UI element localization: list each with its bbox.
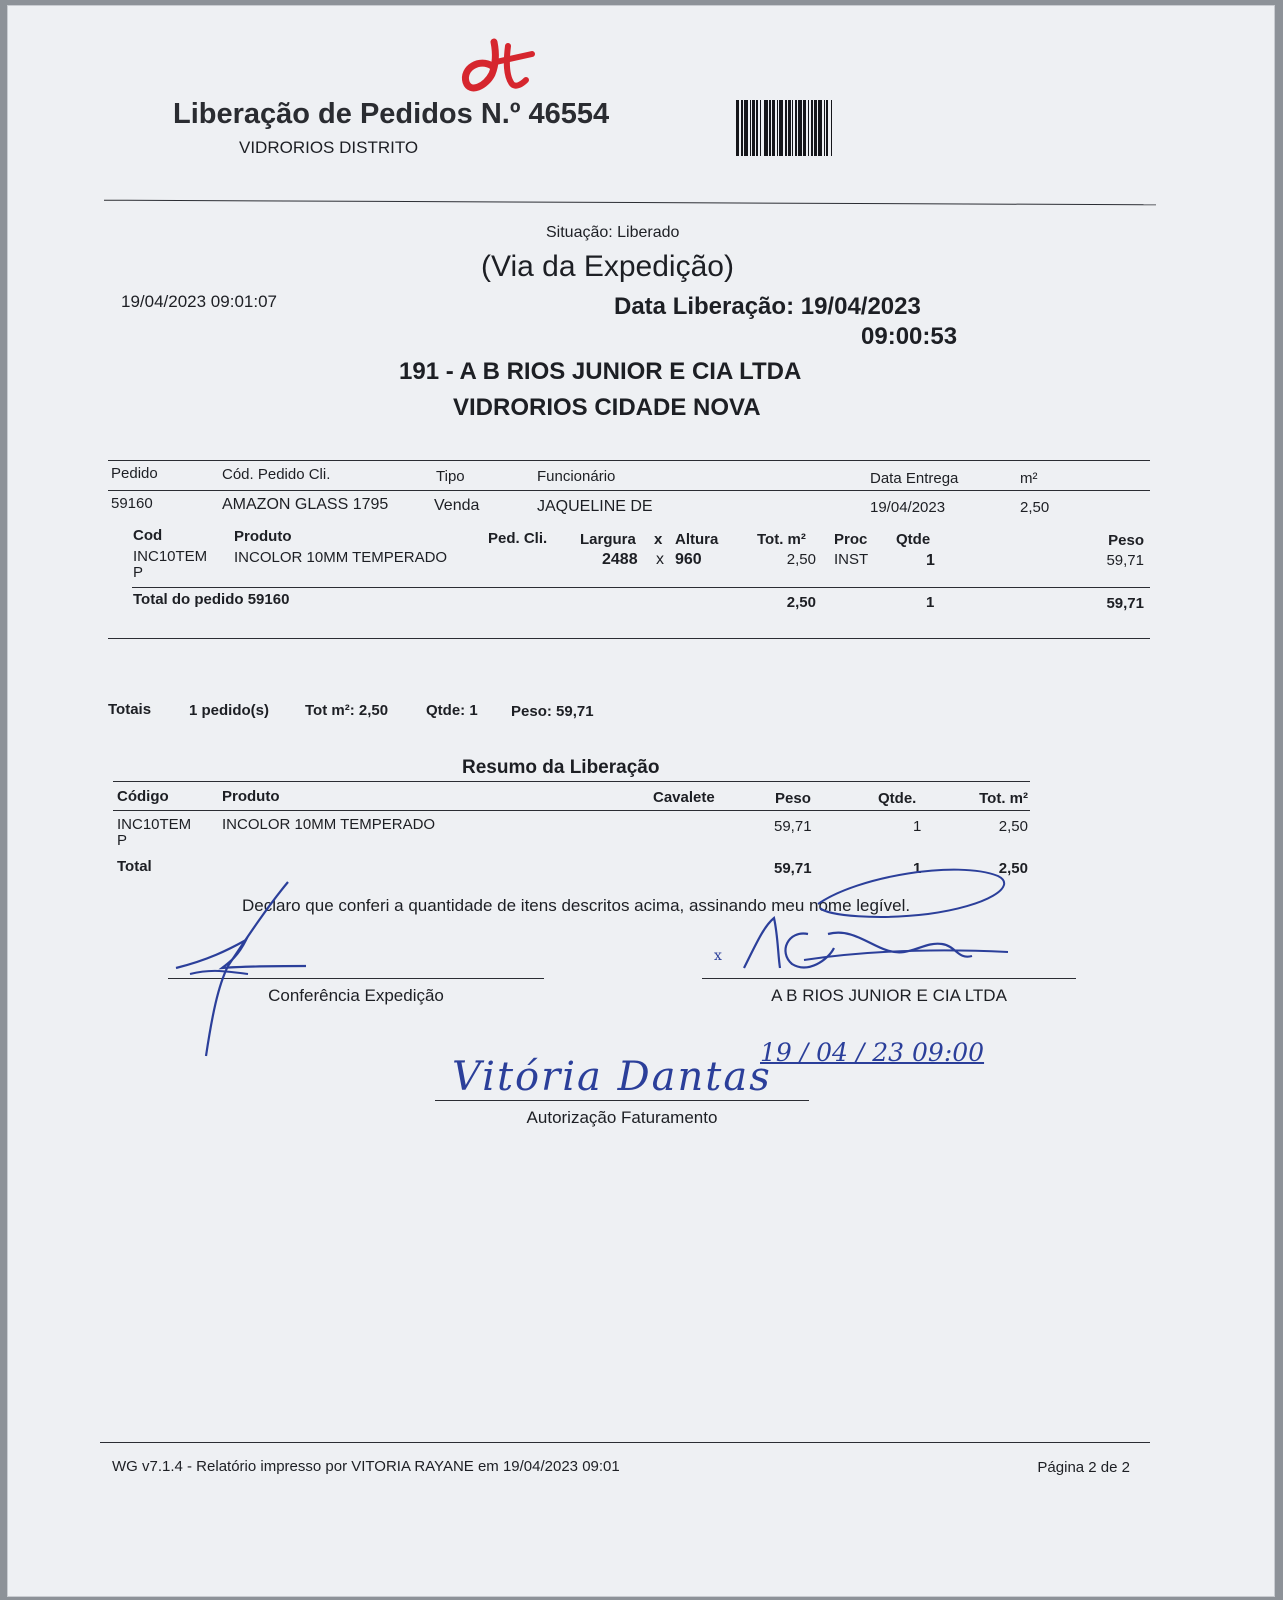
footer-page: Página 2 de 2 — [1037, 1459, 1130, 1476]
summary-header-codigo: Código — [117, 788, 169, 805]
item-peso: 59,71 — [1106, 552, 1144, 569]
summary-total-tot-m2: 2,50 — [998, 860, 1028, 877]
item-header-peso: Peso — [1108, 532, 1144, 549]
header-funcionario: Funcionário — [537, 468, 616, 485]
item-proc: INST — [834, 551, 869, 568]
summary-header-qtde: Qtde. — [878, 790, 917, 807]
signature-label-autorizacao: Autorização Faturamento — [526, 1108, 718, 1127]
order-total-qtde: 1 — [926, 594, 935, 611]
cell-pedido: 59160 — [111, 495, 153, 512]
order-total-m2: 2,50 — [786, 594, 816, 611]
totals-pedidos: 1 pedido(s) — [189, 702, 270, 719]
summary-qtde: 1 — [913, 818, 922, 835]
handwritten-name: Vitória Dantas — [452, 1054, 772, 1100]
totals-qtde: Qtde: 1 — [426, 702, 478, 719]
release-time: 09:00:53 — [861, 323, 958, 350]
item-header-tot-m2: Tot. m² — [757, 531, 806, 548]
barcode-icon — [736, 100, 940, 156]
signature-label-client: A B RIOS JUNIOR E CIA LTDA — [771, 986, 1007, 1005]
signature-label-conferencia: Conferência Expedição — [268, 986, 444, 1005]
item-x: x — [656, 551, 664, 568]
summary-cod: INC10TEM — [117, 816, 192, 833]
copy-type: (Via da Expedição) — [481, 250, 734, 283]
item-produto: INCOLOR 10MM TEMPERADO — [234, 549, 448, 566]
table-divider — [108, 490, 1150, 491]
cell-cod-pedido: AMAZON GLASS 1795 — [222, 496, 389, 513]
document-page — [8, 6, 1274, 1596]
handwritten-date: 19 / 04 / 23 09:00 — [760, 1038, 985, 1067]
summary-total-peso: 59,71 — [774, 860, 812, 877]
summary-title: Resumo da Liberação — [462, 757, 660, 778]
summary-tot-m2: 2,50 — [998, 818, 1028, 835]
client-branch: VIDRORIOS CIDADE NOVA — [453, 394, 761, 421]
signature-line-left — [168, 978, 544, 979]
item-header-x: x — [654, 531, 663, 548]
cell-funcionario: JAQUELINE DE — [537, 498, 653, 515]
company-logo-icon — [452, 36, 542, 100]
cell-m2: 2,50 — [1020, 499, 1050, 516]
table-divider — [113, 810, 1030, 811]
item-cod: INC10TEM — [133, 548, 208, 565]
header-tipo: Tipo — [436, 468, 465, 485]
summary-produto: INCOLOR 10MM TEMPERADO — [222, 816, 436, 833]
header-m2: m² — [1020, 470, 1038, 487]
summary-total-qtde: 1 — [913, 860, 922, 877]
summary-header-cavalete: Cavalete — [653, 789, 715, 806]
signature-line-bottom — [435, 1100, 809, 1101]
totals-label: Totais — [108, 701, 152, 718]
item-tot-m2: 2,50 — [786, 551, 816, 568]
summary-total-label: Total — [117, 858, 152, 875]
item-header-largura: Largura — [580, 531, 636, 548]
footer-divider — [100, 1442, 1150, 1443]
cell-tipo: Venda — [434, 497, 480, 514]
item-header-produto: Produto — [234, 528, 292, 545]
summary-header-produto: Produto — [222, 788, 280, 805]
table-divider — [132, 587, 1150, 588]
header-cod-pedido: Cód. Pedido Cli. — [222, 466, 331, 483]
item-header-qtde: Qtde — [896, 531, 931, 548]
cell-data-entrega: 19/04/2023 — [870, 499, 946, 516]
table-divider — [108, 460, 1150, 461]
item-qtde: 1 — [926, 552, 935, 569]
item-header-proc: Proc — [834, 531, 868, 548]
summary-peso: 59,71 — [774, 818, 812, 835]
item-largura: 2488 — [602, 551, 638, 568]
table-divider — [113, 781, 1030, 782]
header-data-entrega: Data Entrega — [870, 470, 959, 487]
svg-text:x: x — [714, 948, 722, 964]
item-cod-cont: P — [133, 564, 144, 581]
footer-left: WG v7.1.4 - Relatório impresso por VITORIA RAYANE em 19/04/2023 09:01 — [112, 1458, 620, 1475]
status-text: Situação: Liberado — [546, 224, 680, 241]
summary-cod-cont: P — [117, 832, 128, 849]
item-header-cod: Cod — [133, 527, 163, 544]
totals-peso: Peso: 59,71 — [511, 703, 594, 720]
item-altura: 960 — [675, 551, 702, 568]
order-total-label: Total do pedido 59160 — [133, 591, 290, 608]
client-name: 191 - A B RIOS JUNIOR E CIA LTDA — [399, 358, 802, 385]
summary-header-peso: Peso — [775, 790, 811, 807]
item-header-altura: Altura — [675, 531, 719, 548]
declaration-text: Declaro que conferi a quantidade de itens descritos acima, assinando meu nome legível. — [242, 896, 911, 915]
document-title: Liberação de Pedidos N.º 46554 — [173, 98, 610, 130]
table-divider — [108, 638, 1150, 639]
totals-m2: Tot m²: 2,50 — [305, 702, 389, 719]
order-total-peso: 59,71 — [1106, 595, 1144, 612]
header-divider — [104, 200, 1156, 206]
summary-header-tot-m2: Tot. m² — [979, 790, 1028, 807]
issuer-company: VIDRORIOS DISTRITO — [239, 138, 419, 157]
header-pedido: Pedido — [111, 465, 158, 482]
item-header-ped-cli: Ped. Cli. — [488, 530, 548, 547]
signature-line-right — [702, 978, 1076, 979]
printed-timestamp: 19/04/2023 09:01:07 — [121, 292, 277, 311]
release-date: Data Liberação: 19/04/2023 — [614, 293, 921, 320]
